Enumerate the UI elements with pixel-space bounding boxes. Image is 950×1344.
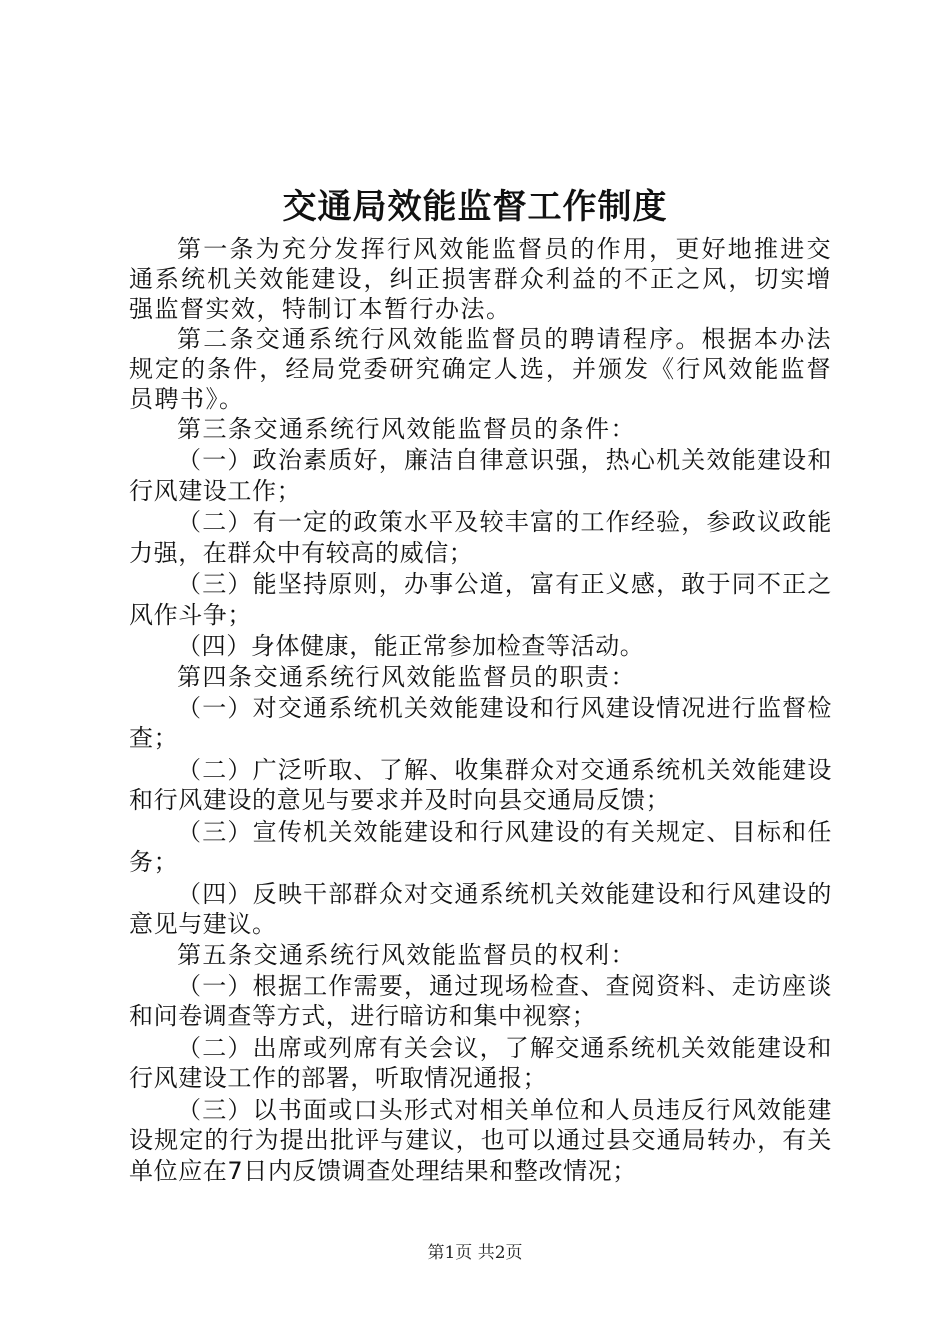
list-item-condition-4: （四）身体健康，能正常参加检查等活动。 <box>177 632 645 660</box>
paragraph-article-4: 第四条交通系统行风效能监督员的职责： <box>177 662 636 691</box>
paragraph-article-1: 第一条为充分发挥行风效能监督员的作用，更好地推进交通系统机关效能建设，纠正损害群众利益的不正之风，切实增强监督实效，特制订本暂行办法。 <box>129 235 832 323</box>
list-item-right-2: （二）出席或列席有关会议，了解交通系统机关效能建设和行风建设工作的部署，听取情况通报； <box>129 1033 832 1092</box>
paragraph-article-5: 第五条交通系统行风效能监督员的权利： <box>177 940 636 969</box>
list-item-duty-1: （一）对交通系统机关效能建设和行风建设情况进行监督检查； <box>129 693 832 752</box>
document-body <box>129 234 832 1186</box>
list-item-duty-3: （三）宣传机关效能建设和行风建设的有关规定、目标和任务； <box>129 817 832 876</box>
document-title: 交通局效能监督工作制度 <box>282 187 668 227</box>
list-item-condition-2: （二）有一定的政策水平及较丰富的工作经验，参政议政能力强，在群众中有较高的威信； <box>129 508 832 567</box>
paragraph-article-2: 第二条交通系统行风效能监督员的聘请程序。根据本办法规定的条件，经局党委研究确定人选，并颁发《行风效能监督员聘书》。 <box>129 325 832 413</box>
paragraph-article-3: 第三条交通系统行风效能监督员的条件： <box>177 415 636 443</box>
list-item-duty-4: （四）反映干部群众对交通系统机关效能建设和行风建设的意见与建议。 <box>129 879 832 938</box>
list-item-condition-3: （三）能坚持原则，办事公道，富有正义感，敢于同不正之风作斗争； <box>129 570 832 629</box>
list-item-condition-1: （一）政治素质好，廉洁自律意识强，热心机关效能建设和行风建设工作； <box>129 446 832 505</box>
list-item-duty-2: （二）广泛听取、了解、收集群众对交通系统机关效能建设和行风建设的意见与要求并及时向县交通局反馈； <box>129 755 832 814</box>
list-item-right-1: （一）根据工作需要，通过现场检查、查阅资料、走访座谈和问卷调查等方式，进行暗访和集中视察； <box>129 971 832 1030</box>
list-item-right-3: （三）以书面或口头形式对相关单位和人员违反行风效能建设规定的行为提出批评与建议，也可以通过县交通局转办，有关单位应在7日内反馈调查处理结果和整改情况； <box>129 1095 832 1185</box>
page-number-footer: 第1页 共2页 <box>427 1243 523 1263</box>
